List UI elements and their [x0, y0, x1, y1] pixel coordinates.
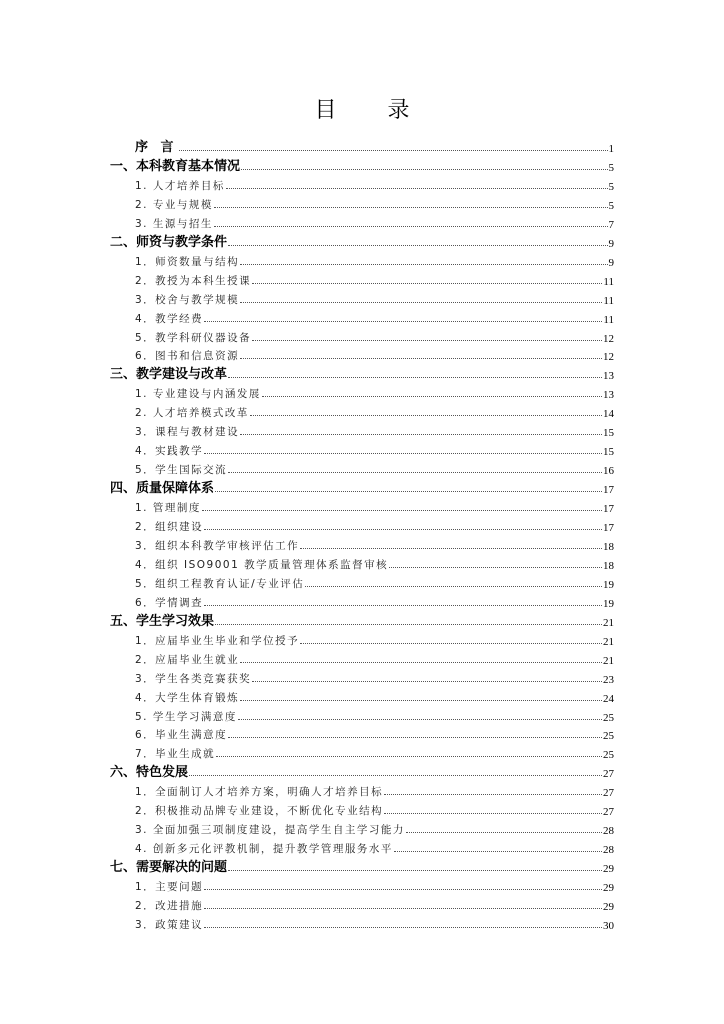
toc-subsection-entry[interactable] — [110, 723, 614, 742]
toc-entry-label: 2. 人才培养模式改革 — [135, 407, 249, 420]
toc-entry-label: 4．大学生体育锻炼 — [135, 691, 240, 704]
toc-page-number: 18 — [603, 540, 614, 553]
toc-entry-label: 一、本科教育基本情况 — [110, 158, 241, 174]
toc-subsection-entry[interactable] — [110, 686, 614, 705]
toc-entry-label: 7．毕业生成就 — [135, 748, 216, 761]
dot-leader — [228, 869, 602, 871]
toc-entry-label: 2．教授为本科生授课 — [135, 274, 252, 287]
toc-subsection-entry[interactable] — [110, 344, 614, 363]
toc-page-number: 11 — [603, 275, 614, 288]
toc-page-number: 27 — [603, 806, 614, 819]
toc-entry-label: 3．政策建议 — [135, 918, 204, 931]
dot-leader — [214, 225, 608, 227]
toc-section-entry[interactable] — [110, 856, 614, 875]
dot-leader — [241, 168, 607, 170]
dot-leader — [240, 263, 607, 265]
toc-entry-label: 1．应届毕业生毕业和学位授予 — [135, 634, 300, 647]
dot-leader — [406, 831, 602, 833]
dot-leader — [228, 376, 602, 378]
toc-page-number: 21 — [603, 616, 614, 629]
toc-subsection-entry[interactable] — [110, 648, 614, 667]
toc-entry-label: 4．组织 ISO9001 教学质量管理体系监督审核 — [135, 558, 389, 571]
toc-page-number: 25 — [603, 711, 614, 724]
dot-leader — [238, 718, 602, 720]
dot-leader — [216, 755, 602, 757]
toc-page-number: 12 — [603, 332, 614, 345]
toc-entry-label: 2．应届毕业生就业 — [135, 653, 240, 666]
toc-entry-label: 2. 专业与规模 — [135, 198, 213, 211]
dot-leader — [214, 206, 608, 208]
dot-leader — [215, 623, 602, 625]
toc-entry-label: 3. 全面加强三项制度建设，提高学生自主学习能力 — [135, 824, 405, 837]
toc-subsection-entry[interactable] — [110, 174, 614, 193]
toc-subsection-entry[interactable] — [110, 515, 614, 534]
toc-page-number: 19 — [603, 597, 614, 610]
toc-entry-label: 5．学生国际交流 — [135, 464, 228, 477]
toc-entry-label: 1．全面制订人才培养方案，明确人才培养目标 — [135, 786, 384, 799]
toc-page-number: 30 — [603, 919, 614, 932]
toc-entry-label: 1．师资数量与结构 — [135, 255, 240, 268]
page-title: 目 录 — [314, 98, 432, 123]
toc-entry-label: 5．教学科研仪器设备 — [135, 331, 252, 344]
toc-section-entry[interactable] — [110, 477, 614, 496]
toc-subsection-entry[interactable] — [110, 458, 614, 477]
toc-page-number: 9 — [608, 256, 614, 269]
dot-leader — [215, 490, 602, 492]
dot-leader — [240, 433, 602, 435]
toc-section-entry[interactable] — [110, 761, 614, 780]
toc-subsection-entry[interactable] — [110, 629, 614, 648]
toc-entry-label: 2．积极推动品牌专业建设，不断优化专业结构 — [135, 805, 384, 818]
toc-page-number: 5 — [608, 199, 614, 212]
toc-page-number: 17 — [603, 484, 614, 497]
toc-subsection-entry[interactable] — [110, 591, 614, 610]
toc-section-entry[interactable] — [110, 231, 614, 250]
dot-leader — [262, 395, 602, 397]
toc-subsection-entry[interactable] — [110, 913, 614, 932]
dot-leader — [394, 850, 602, 852]
toc-page-number: 15 — [603, 427, 614, 440]
toc-subsection-entry[interactable] — [110, 837, 614, 856]
dot-leader — [305, 585, 602, 587]
toc-page-number: 23 — [603, 673, 614, 686]
toc-entry-label: 6．图书和信息资源 — [135, 350, 240, 363]
toc-page-number: 27 — [603, 768, 614, 781]
toc-page-number: 21 — [603, 654, 614, 667]
toc-page-number: 29 — [603, 901, 614, 913]
toc-page-number: 12 — [603, 351, 614, 364]
dot-leader — [240, 661, 602, 663]
toc-subsection-entry[interactable] — [110, 382, 614, 401]
toc-entry-label: 3. 生源与招生 — [135, 217, 213, 230]
toc-section-entry[interactable] — [110, 363, 614, 382]
toc-page-number: 18 — [603, 559, 614, 572]
toc-entry-label: 3．课程与教材建设 — [135, 426, 240, 439]
dot-leader — [228, 244, 607, 246]
dot-leader — [179, 149, 608, 151]
dot-leader — [204, 926, 602, 928]
dot-leader — [204, 452, 602, 454]
toc-page-number: 11 — [603, 313, 614, 326]
toc-subsection-entry[interactable] — [110, 288, 614, 307]
toc-page-number: 24 — [603, 692, 614, 705]
dot-leader — [228, 471, 602, 473]
toc-subsection-entry[interactable] — [110, 553, 614, 572]
toc-subsection-entry[interactable] — [110, 439, 614, 458]
toc-subsection-entry[interactable] — [110, 667, 614, 686]
dot-leader — [204, 528, 602, 530]
toc-page-number: 28 — [603, 844, 614, 857]
toc-page-number: 5 — [608, 180, 614, 193]
toc-entry-label: 1. 管理制度 — [135, 502, 201, 515]
toc-subsection-entry[interactable] — [110, 269, 614, 288]
toc-entry-label: 5．组织工程教育认证/专业评估 — [135, 577, 305, 590]
dot-leader — [202, 509, 602, 511]
toc-entry-label: 6．毕业生满意度 — [135, 729, 228, 742]
toc-subsection-entry[interactable] — [110, 496, 614, 515]
dot-leader — [384, 812, 602, 814]
toc-entry-label: 3．组织本科教学审核评估工作 — [135, 539, 300, 552]
toc-page-number: 29 — [603, 882, 614, 895]
toc-page-number: 25 — [603, 730, 614, 743]
toc-subsection-entry[interactable] — [110, 307, 614, 326]
toc-page-number: 25 — [603, 749, 614, 762]
dot-leader — [250, 414, 602, 416]
dot-leader — [204, 888, 602, 890]
toc-subsection-entry[interactable] — [110, 534, 614, 553]
toc-page-number: 13 — [603, 389, 614, 402]
toc-entry-label: 2．组织建设 — [135, 521, 204, 533]
toc-subsection-entry[interactable] — [110, 705, 614, 724]
toc-subsection-entry[interactable] — [110, 420, 614, 439]
dot-leader — [300, 547, 602, 549]
toc-page-number: 27 — [603, 787, 614, 800]
toc-subsection-entry[interactable] — [110, 572, 614, 591]
dot-leader — [240, 699, 602, 701]
dot-leader — [300, 642, 602, 644]
toc-subsection-entry[interactable] — [110, 212, 614, 231]
toc-page-number: 11 — [603, 294, 614, 307]
toc-subsection-entry[interactable] — [110, 193, 614, 212]
toc-page-number: 29 — [603, 863, 614, 876]
toc-page-number: 28 — [603, 825, 614, 838]
toc-entry-label: 三、教学建设与改革 — [110, 367, 228, 383]
toc-entry-label: 1. 专业建设与内涵发展 — [135, 388, 261, 401]
toc-page-number: 17 — [603, 503, 614, 516]
toc-page-number: 16 — [603, 465, 614, 478]
dot-leader — [240, 301, 602, 303]
toc-entry-label: 二、师资与教学条件 — [110, 234, 228, 250]
toc-entry-label: 2．改进措施 — [135, 900, 204, 912]
toc-page-number: 9 — [608, 237, 614, 250]
toc-entry-label: 6．学情调查 — [135, 596, 204, 609]
toc-entry-label: 1．主要问题 — [135, 881, 204, 894]
toc-section-entry[interactable] — [110, 155, 614, 174]
toc-subsection-entry[interactable] — [110, 326, 614, 345]
toc-entry-label: 五、学生学习效果 — [110, 613, 215, 629]
toc-page-number: 15 — [603, 446, 614, 459]
toc-subsection-entry[interactable] — [110, 875, 614, 894]
toc-entry-label: 1. 人才培养目标 — [135, 179, 225, 192]
toc-page-number: 21 — [603, 635, 614, 648]
toc-entry-label: 3．学生各类竞赛获奖 — [135, 672, 252, 685]
toc-page-number: 17 — [603, 522, 614, 534]
toc-subsection-entry[interactable] — [110, 742, 614, 761]
toc-entry-label: 3．校舍与教学规模 — [135, 293, 240, 306]
toc-page-number: 7 — [608, 218, 614, 231]
dot-leader — [204, 907, 602, 909]
toc-preface-entry[interactable] — [110, 136, 614, 155]
toc-page-number: 14 — [603, 408, 614, 421]
dot-leader — [240, 357, 602, 359]
toc-page-number: 1 — [608, 143, 614, 155]
dot-leader — [228, 736, 602, 738]
toc-subsection-entry[interactable] — [110, 894, 614, 913]
toc-entry-label: 序 言 — [135, 140, 178, 155]
dot-leader — [384, 793, 602, 795]
dot-leader — [252, 680, 602, 682]
toc-entry-label: 5. 学生学习满意度 — [135, 710, 237, 723]
toc-entry-label: 4．实践教学 — [135, 445, 204, 458]
toc-subsection-entry[interactable] — [110, 799, 614, 818]
dot-leader — [252, 282, 602, 284]
dot-leader — [204, 604, 602, 606]
toc-entry-label: 四、质量保障体系 — [110, 481, 215, 497]
toc-entry-label: 4．教学经费 — [135, 312, 204, 325]
dot-leader — [189, 774, 602, 776]
toc-entry-label: 六、特色发展 — [110, 765, 189, 781]
toc-entry-label: 七、需要解决的问题 — [110, 860, 228, 876]
toc-entry-label: 4. 创新多元化评教机制，提升教学管理服务水平 — [135, 843, 393, 856]
toc-page-number: 13 — [603, 370, 614, 383]
toc-subsection-entry[interactable] — [110, 250, 614, 269]
toc-subsection-entry[interactable] — [110, 401, 614, 420]
dot-leader — [389, 566, 602, 568]
toc-subsection-entry[interactable] — [110, 818, 614, 837]
toc-section-entry[interactable] — [110, 610, 614, 629]
toc-page-number: 5 — [608, 161, 614, 174]
toc-subsection-entry[interactable] — [110, 780, 614, 799]
dot-leader — [204, 320, 602, 322]
dot-leader — [252, 339, 602, 341]
dot-leader — [226, 187, 608, 189]
toc-page-number: 19 — [603, 578, 614, 591]
